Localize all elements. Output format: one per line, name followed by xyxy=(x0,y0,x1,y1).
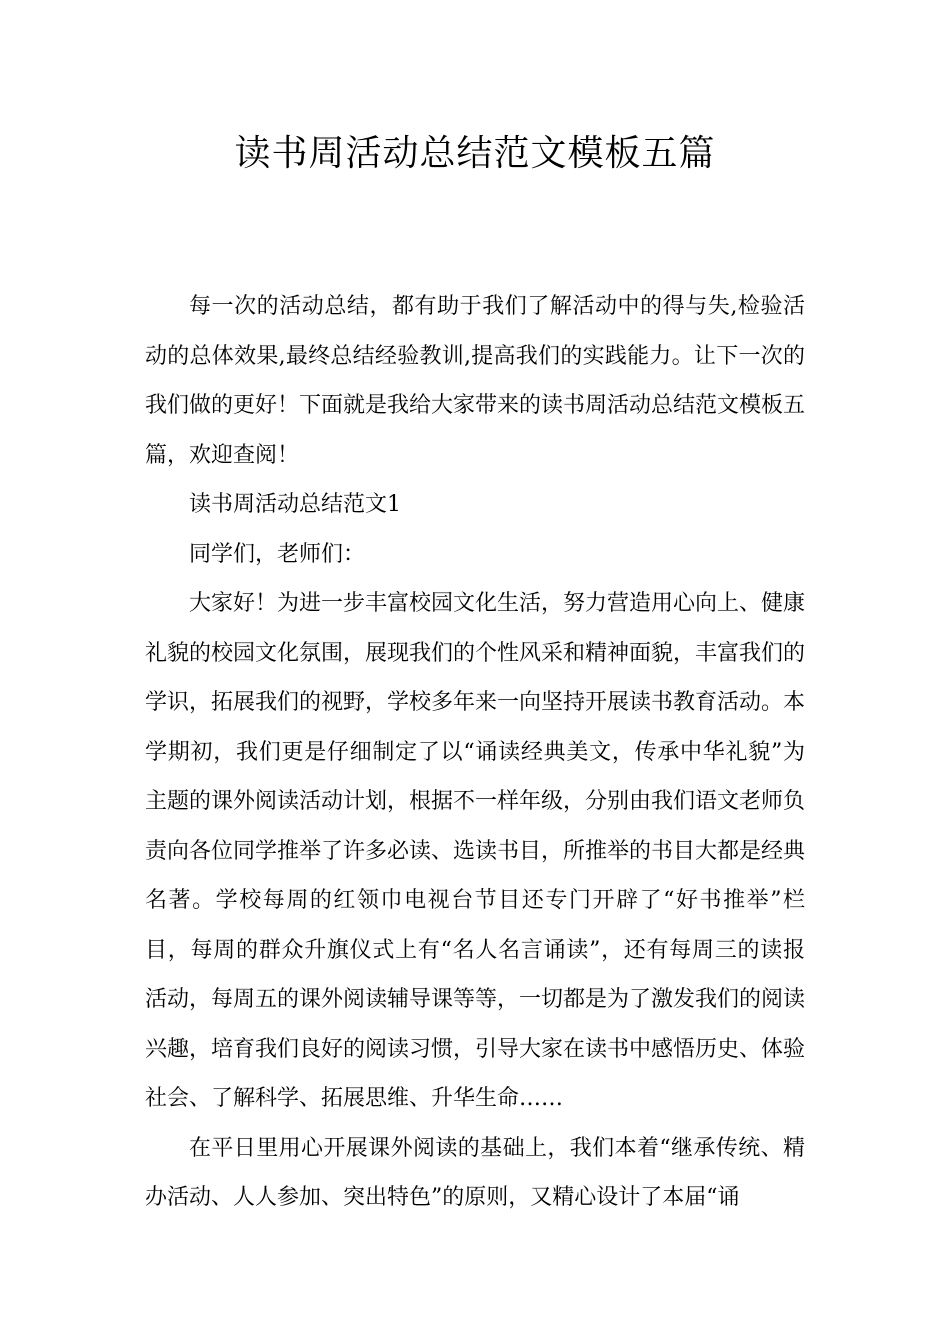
intro-paragraph: 每一次的活动总结，都有助于我们了解活动中的得与失,检验活动的总体效果,最终总结经验教训,提高我们的实践能力。让下一次的我们做的更好！下面就是我给大家带来的读书周活动总结范文模板五篇，欢迎查阅！ xyxy=(145,294,806,468)
body-paragraph: 大家好！为进一步丰富校园文化生活，努力营造用心向上、健康礼貌的校园文化氛围，展现我们的个性风采和精神面貌，丰富我们的学识，拓展我们的视野，学校多年来一向坚持开展读书教育活动。本学期初，我们更是仔细制定了以“诵读经典美文，传承中华礼貌”为主题的课外阅读活动计划，根据不一样年级，分别由我们语文老师负责向各位同学推举了许多必读、选读书目，所推举的书目大都是经典名著。学校每周的红领巾电视台节目还专门开辟了“好书推举”栏目，每周的群众升旗仪式上有“名人名言诵读”，还有每周三的读报活动，每周五的课外阅读辅导课等等，一切都是为了激发我们的阅读兴趣，培育我们良好的阅读习惯，引导大家在读书中感悟历史、体验社会、了解科学、拓展思维、升华生命…… xyxy=(145,591,806,1111)
body-paragraph: 在平日里用心开展课外阅读的基础上，我们本着“继承传统、精办活动、人人参加、突出特色”的原则，又精心设计了本届“诵 xyxy=(145,1135,805,1210)
salutation: 同学们，老师们： xyxy=(189,541,366,567)
section-heading: 读书周活动总结范文1 xyxy=(189,492,401,517)
document-title: 读书周活动总结范文模板五篇 xyxy=(234,133,716,174)
document-body xyxy=(145,282,805,1223)
